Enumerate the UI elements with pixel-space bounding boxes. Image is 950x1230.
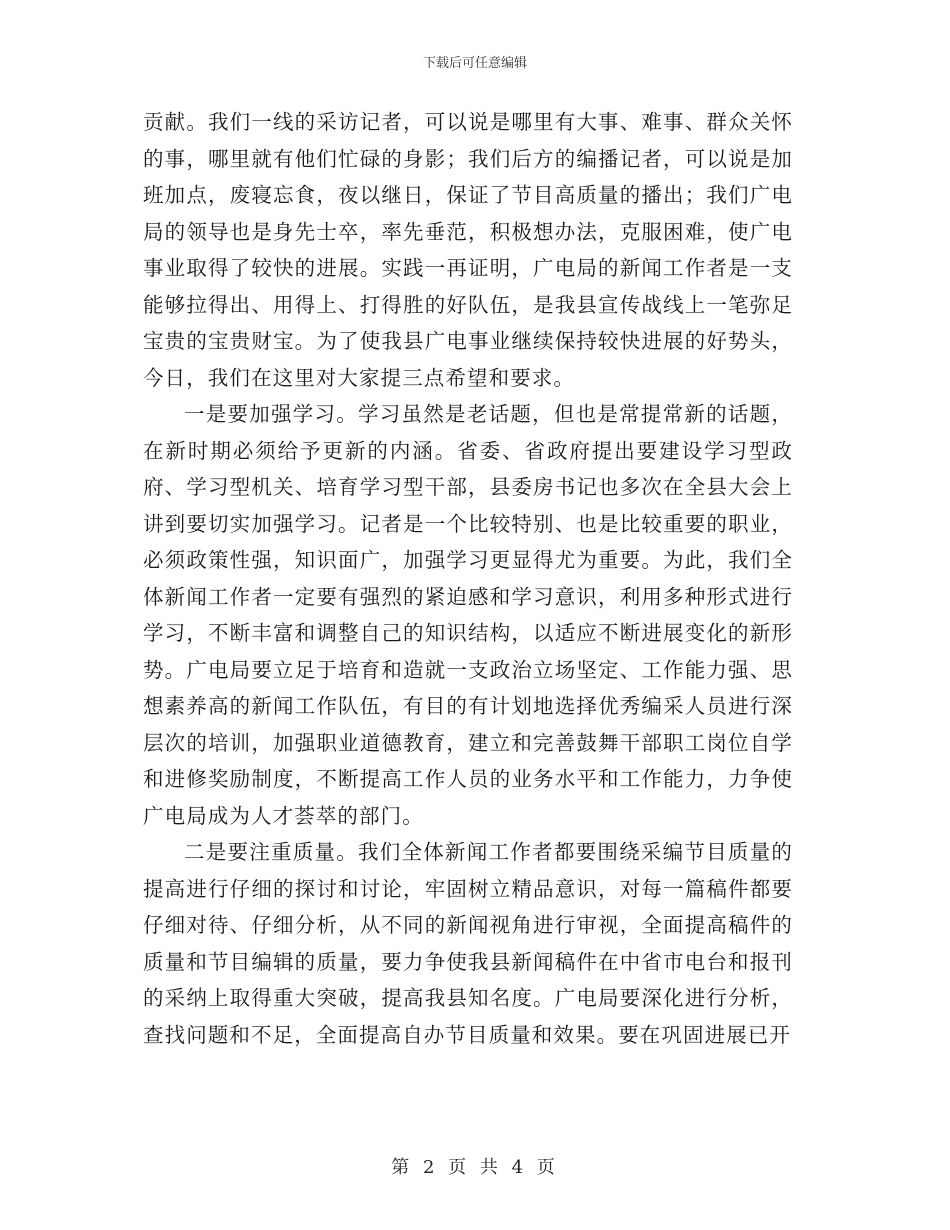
page-number: 第 2 页 共 4 页 (391, 1157, 559, 1178)
paragraph-quality: 二是要注重质量。我们全体新闻工作者都要围绕采编节目质量的提高进行仔细的探讨和讨论，牢固树立精品意识，对每一篇稿件都要仔细对待、仔细分析，从不同的新闻视角进行审视，全面提高稿件的质量和节目编辑的质量，要力争使我县新闻稿件在中省市电台和报刊的采纳上取得重大突破，提高我县知名度。广电局要深化进行分析，查找问题和不足，全面提高自办节目质量和效果。要在巩固进展已开 (143, 840, 793, 1047)
document-body (143, 104, 793, 1053)
paragraph-study: 一是要加强学习。学习虽然是老话题，但也是常提常新的话题，在新时期必须给予更新的内涵。省委、省政府提出要建设学习型政府、学习型机关、培育学习型干部，县委房书记也多次在全县大会上讲到要切实加强学习。记者是一个比较特别、也是比较重要的职业，必须政策性强，知识面广，加强学习更显得尤为重要。为此，我们全体新闻工作者一定要有强烈的紧迫感和学习意识，利用多种形式进行学习，不断丰富和调整自己的知识结构，以适应不断进展变化的新形势。广电局要立足于培育和造就一支政治立场坚定、工作能力强、思想素养高的新闻工作队伍，有目的有计划地选择优秀编采人员进行深层次的培训，加强职业道德教育，建立和完善鼓舞干部职工岗位自学和进修奖励制度，不断提高工作人员的业务水平和工作能力，力争使广电局成为人才荟萃的部门。 (143, 402, 793, 828)
page-header-note: 下载后可任意编辑 (422, 56, 527, 71)
paragraph-continuation: 贡献。我们一线的采访记者，可以说是哪里有大事、难事、群众关怀的事，哪里就有他们忙碌的身影；我们后方的编播记者，可以说是加班加点，废寝忘食，夜以继日，保证了节目高质量的播出；我们广电局的领导也是身先士卒，率先垂范，积极想办法，克服困难，使广电事业取得了较快的进展。实践一再证明，广电局的新闻工作者是一支能够拉得出、用得上、打得胜的好队伍，是我县宣传战线上一笔弥足宝贵的宝贵财宝。为了使我县广电事业继续保持较快进展的好势头，今日，我们在这里对大家提三点希望和要求。 (143, 110, 793, 390)
